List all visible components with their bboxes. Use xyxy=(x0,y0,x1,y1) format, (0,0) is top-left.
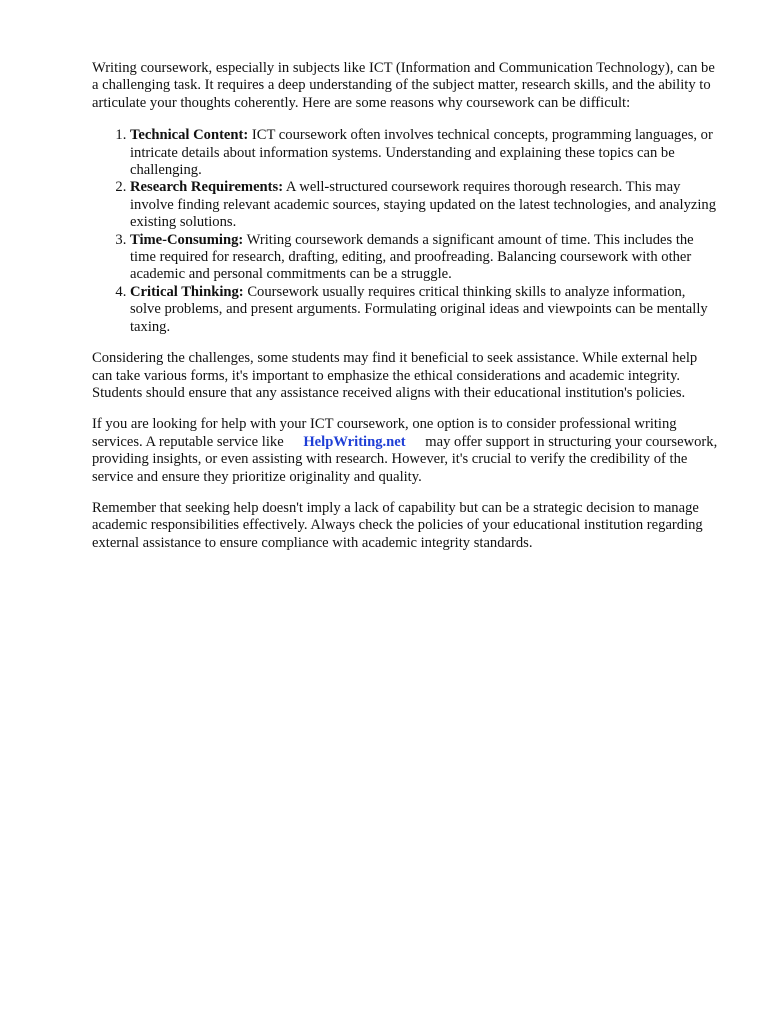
help-text-before: If you are looking for help with your ICT coursework, one option is to consider professional writing services. A reputable service like xyxy=(92,416,677,450)
reason-term: Technical Content: xyxy=(130,127,249,144)
list-item xyxy=(130,284,718,336)
reason-text: Coursework usually requires critical thinking skills to analyze information, solve problems, and present arguments. Formulating original ideas and viewpoints can be mentally taxing. xyxy=(130,283,708,335)
helpwriting-link[interactable]: HelpWriting.net xyxy=(303,433,406,450)
list-item xyxy=(130,232,718,284)
reason-text: Writing coursework demands a significant amount of time. This includes the time required for research, drafting, editing, and proofreading. Balancing coursework with other academic and personal commitments can be a struggle. xyxy=(130,231,694,283)
considering-paragraph: Considering the challenges, some students may find it beneficial to seek assistance. While external help can take various forms, it's important to emphasize the ethical considerations and academic integrity. Students should ensure that any assistance received aligns with their educational institution's policies. xyxy=(92,350,698,401)
reason-term: Time-Consuming: xyxy=(130,231,244,248)
help-paragraph xyxy=(92,416,718,486)
reason-text: A well-structured coursework requires thorough research. This may involve finding relevant academic sources, staying updated on the latest technologies, and analyzing existing solutions. xyxy=(130,179,716,231)
list-item xyxy=(130,127,718,179)
reason-term: Critical Thinking: xyxy=(130,283,244,300)
document-body xyxy=(92,60,718,566)
help-text-after: may offer support in structuring your coursework, providing insights, or even assisting with research. However, it's crucial to verify the credibility of the service and ensure they prioritize originality and quality. xyxy=(92,433,718,485)
reasons-list xyxy=(92,127,718,336)
remember-paragraph: Remember that seeking help doesn't imply a lack of capability but can be a strategic decision to manage academic responsibilities effectively. Always check the policies of your educational institution regarding external assistance to ensure compliance with academic integrity standards. xyxy=(92,499,703,551)
list-item xyxy=(130,179,718,231)
reason-term: Research Requirements: xyxy=(130,179,284,196)
reason-text: ICT coursework often involves technical concepts, programming languages, or intricate details about information systems. Understanding and explaining these topics can be challenging. xyxy=(130,127,713,179)
intro-paragraph: Writing coursework, especially in subjects like ICT (Information and Communication Technology), can be a challenging task. It requires a deep understanding of the subject matter, research skills, and the ability to articulate your thoughts coherently. Here are some reasons why coursework can be difficult: xyxy=(92,60,715,111)
